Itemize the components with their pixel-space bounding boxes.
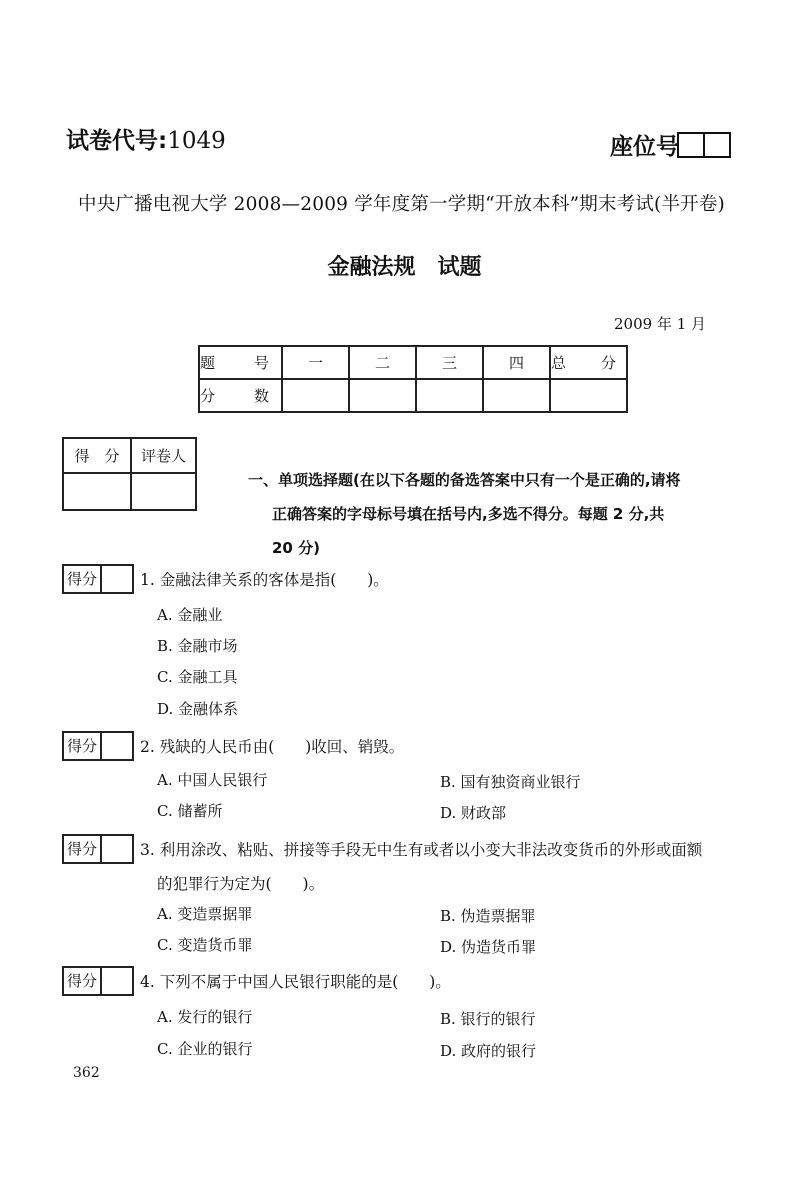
question-text: 2. 残缺的人民币由( )收回、销毁。	[140, 738, 405, 756]
exam-date: 2009 年 1 月	[614, 315, 707, 333]
grader-score-cell[interactable]	[63, 473, 131, 510]
score-box-blank[interactable]	[102, 836, 132, 862]
option[interactable]: D. 金融体系	[157, 700, 239, 718]
option[interactable]: D. 政府的银行	[440, 1042, 537, 1060]
exam-code: 试卷代号:1049	[66, 128, 226, 154]
question-score-box	[62, 564, 134, 594]
exam-subtitle: 中央广播电视大学 2008—2009 学年度第一学期“开放本科”期末考试(半开卷)	[78, 194, 725, 215]
option[interactable]: A. 变造票据罪	[157, 905, 253, 923]
score-box-blank[interactable]	[102, 566, 132, 592]
grader-label: 评卷人	[131, 438, 196, 473]
question-score-box	[62, 834, 134, 864]
question-text: 1. 金融法律关系的客体是指( )。	[140, 571, 389, 589]
exam-code-label: 试卷代号	[66, 128, 158, 154]
option[interactable]: B. 伪造票据罪	[440, 907, 536, 925]
score-box-label: 得分	[64, 733, 102, 759]
option[interactable]: A. 金融业	[157, 606, 223, 624]
score-cell[interactable]	[483, 379, 550, 412]
option[interactable]: B. 国有独资商业银行	[440, 773, 581, 791]
option[interactable]: C. 金融工具	[157, 668, 238, 686]
exam-title: 金融法规 试题	[327, 255, 482, 280]
question-1	[62, 564, 389, 594]
score-box-label: 得分	[64, 968, 102, 994]
seat-number-label: 座位号	[610, 134, 679, 160]
option[interactable]: B. 银行的银行	[440, 1010, 536, 1028]
score-table-header-label: 题 号	[199, 346, 282, 379]
section-heading	[248, 463, 748, 565]
score-box-label: 得分	[64, 566, 102, 592]
question-text: 3. 利用涂改、粘贴、拼接等手段无中生有或者以小变大非法改变货币的外形或面额	[140, 841, 703, 859]
option[interactable]: D. 财政部	[440, 804, 507, 822]
score-table-col-total: 总 分	[550, 346, 627, 379]
grader-score-label: 得 分	[63, 438, 131, 473]
exam-code-value: 1049	[167, 128, 226, 154]
score-box-blank[interactable]	[102, 733, 132, 759]
question-text-continued: 的犯罪行为定为( )。	[157, 875, 325, 893]
score-table-col: 四	[483, 346, 550, 379]
question-text: 4. 下列不属于中国人民银行职能的是( )。	[140, 973, 451, 991]
score-cell[interactable]	[550, 379, 627, 412]
grader-table	[62, 437, 197, 511]
score-table-col: 二	[349, 346, 416, 379]
option[interactable]: B. 金融市场	[157, 637, 238, 655]
score-table-score-label: 分 数	[199, 379, 282, 412]
option[interactable]: C. 企业的银行	[157, 1040, 253, 1058]
section-heading-line: 正确答案的字母标号填在括号内,多选不得分。每题 2 分,共	[272, 505, 665, 523]
seat-number-box[interactable]	[677, 132, 705, 158]
seat-number-box[interactable]	[703, 132, 731, 158]
option[interactable]: C. 储蓄所	[157, 802, 223, 820]
option[interactable]: A. 发行的银行	[157, 1008, 253, 1026]
score-cell[interactable]	[349, 379, 416, 412]
score-box-blank[interactable]	[102, 968, 132, 994]
question-2	[62, 731, 404, 761]
page-number: 362	[73, 1065, 100, 1081]
score-table-col: 一	[282, 346, 349, 379]
score-table-col: 三	[416, 346, 483, 379]
option[interactable]: A. 中国人民银行	[157, 771, 268, 789]
score-cell[interactable]	[282, 379, 349, 412]
score-box-label: 得分	[64, 836, 102, 862]
option[interactable]: D. 伪造货币罪	[440, 938, 537, 956]
question-4	[62, 966, 451, 996]
seat-number	[610, 128, 731, 161]
section-heading-line: 一、单项选择题(在以下各题的备选答案中只有一个是正确的,请将	[248, 471, 681, 489]
option[interactable]: C. 变造货币罪	[157, 936, 253, 954]
question-score-box	[62, 731, 134, 761]
grader-name-cell[interactable]	[131, 473, 196, 510]
question-3	[62, 834, 702, 864]
score-table	[198, 345, 628, 413]
section-heading-line: 20 分)	[272, 539, 320, 557]
question-score-box	[62, 966, 134, 996]
score-cell[interactable]	[416, 379, 483, 412]
